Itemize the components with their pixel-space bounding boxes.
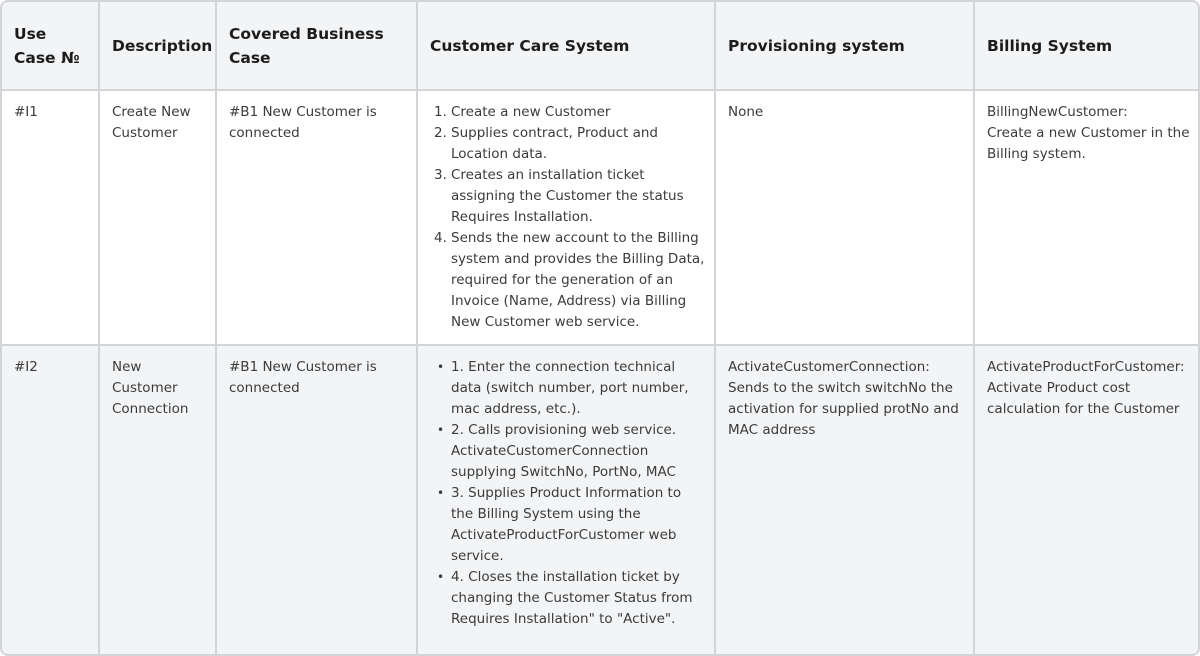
header-description: Description xyxy=(99,2,216,90)
business-case-cell: #B1 New Customer is connected xyxy=(216,90,417,345)
step-text: 2. Calls provisioning web service. ActivateCustomerConnection supplying SwitchNo, PortNo, MAC xyxy=(451,422,677,480)
provisioning-text: None xyxy=(728,104,764,120)
description-cell: Create New Customer xyxy=(99,90,216,345)
list-item xyxy=(430,102,706,123)
step-number: 3. xyxy=(434,167,447,183)
list-item xyxy=(430,567,706,630)
provisioning-cell xyxy=(715,345,974,656)
header-covered-business-case: Covered Business Case xyxy=(216,2,417,90)
table-row xyxy=(2,345,1198,656)
care-system-steps xyxy=(430,357,706,630)
provisioning-service-name: ActivateCustomerConnection: xyxy=(728,359,930,375)
billing-cell xyxy=(974,345,1198,656)
list-item xyxy=(430,357,706,420)
step-text: 1. Enter the connection technical data (switch number, port number, mac address, etc.). xyxy=(451,359,689,417)
list-item xyxy=(430,123,706,165)
header-billing-system: Billing System xyxy=(974,2,1198,90)
provisioning-service-desc: Sends to the switch switchNo the activation for supplied protNo and MAC address xyxy=(728,380,959,438)
billing-cell xyxy=(974,90,1198,345)
bullet-icon: • xyxy=(437,570,445,584)
step-text: 3. Supplies Product Information to the Billing System using the ActivateProductForCustomer web service. xyxy=(451,485,682,564)
billing-service-name: BillingNewCustomer: xyxy=(987,104,1128,120)
step-text: 4. Closes the installation ticket by changing the Customer Status from Requires Installation" to "Active". xyxy=(451,569,693,627)
header-use-case-no: Use Case № xyxy=(2,2,99,90)
header-customer-care-system: Customer Care System xyxy=(417,2,715,90)
provisioning-cell xyxy=(715,90,974,345)
billing-service-desc: Create a new Customer in the Billing system. xyxy=(987,125,1190,162)
care-system-steps xyxy=(430,102,706,333)
care-system-cell xyxy=(417,90,715,345)
header-provisioning-system: Provisioning system xyxy=(715,2,974,90)
bullet-icon: • xyxy=(437,360,445,374)
bullet-icon: • xyxy=(437,486,445,500)
description-cell: New Customer Connection xyxy=(99,345,216,656)
list-item xyxy=(430,420,706,483)
step-number: 4. xyxy=(434,230,447,246)
care-system-cell xyxy=(417,345,715,656)
table-row xyxy=(2,90,1198,345)
billing-service-name: ActivateProductForCustomer: xyxy=(987,359,1185,375)
use-case-cell: #I2 xyxy=(2,345,99,656)
business-case-cell: #B1 New Customer is connected xyxy=(216,345,417,656)
step-text: Create a new Customer xyxy=(451,104,611,120)
table-header-row xyxy=(2,2,1198,90)
bullet-icon: • xyxy=(437,423,445,437)
step-number: 1. xyxy=(434,104,447,120)
step-text: Sends the new account to the Billing system and provides the Billing Data, required for the generation of an Invoice (Name, Address) via Billing New Customer web service. xyxy=(451,230,705,330)
step-number: 2. xyxy=(434,125,447,141)
list-item xyxy=(430,483,706,567)
use-case-table xyxy=(2,2,1198,656)
step-text: Supplies contract, Product and Location data. xyxy=(451,125,658,162)
step-text: Creates an installation ticket assigning the Customer the status Requires Installation. xyxy=(451,167,684,225)
list-item xyxy=(430,228,706,333)
list-item xyxy=(430,165,706,228)
use-case-cell: #I1 xyxy=(2,90,99,345)
billing-service-desc: Activate Product cost calculation for the Customer xyxy=(987,380,1180,417)
